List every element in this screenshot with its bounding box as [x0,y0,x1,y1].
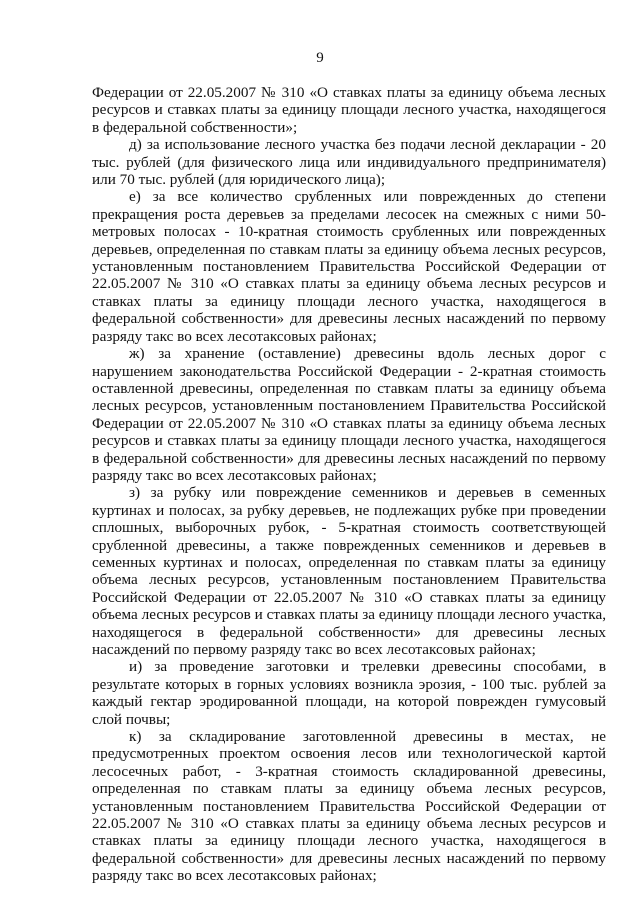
paragraph-item-z: з) за рубку или повреждение семенников и деревьев в семенных куртинах и полосах, за рубку деревьев, не подлежащих рубке при проведении сплошных, выборочных рубок, - 5-кратная стоимость соответствующей срубленной древесины, а также поврежденных семенников и деревьев в семенных куртинах и полосах, определенная по ставкам платы за единицу объема лесных ресурсов, установленным постановлением Правительства Российской Федерации от 22.05.2007 № 310 «О ставках платы за единицу объема лесных ресурсов и ставках платы за единицу площади лесного участка, находящегося в федеральной собственности» для древесины лесных насаждений по первому разряду такс во всех лесотаксовых районах; [92,484,606,658]
paragraph-item-e: е) за все количество срубленных или поврежденных до степени прекращения роста деревьев за пределами лесосек на смежных с ними 50-метровых полосах - 10-кратная стоимость срубленных или поврежденных деревьев, определенная по ставкам платы за единицу объема лесных ресурсов, установленным постановлением Правительства Российской Федерации от 22.05.2007 № 310 «О ставках платы за единицу объема лесных ресурсов и ставках платы за единицу площади лесного участка, находящегося в федеральной собственности» для древесины лесных насаждений по первому разряду такс во всех лесотаксовых районах; [92,188,606,345]
paragraph-item-i: и) за проведение заготовки и трелевки древесины способами, в результате которых в горных условиях возникла эрозия, - 100 тыс. рублей за каждый гектар эродированной площади, на которой поврежден гумусовый слой почвы; [92,658,606,728]
paragraph-item-k: к) за складирование заготовленной древесины в местах, не предусмотренных проектом освоения лесов или технологической картой лесосечных работ, - 3-кратная стоимость складированной древесины, определенная по ставкам платы за единицу объема лесных ресурсов, установленным постановлением Правительства Российской Федерации от 22.05.2007 № 310 «О ставках платы за единицу объема лесных ресурсов и ставках платы за единицу площади лесного участка, находящегося в федеральной собственности» для древесины лесных насаждений по первому разряду такс во всех лесотаксовых районах; [92,728,606,885]
paragraph-item-d: д) за использование лесного участка без подачи лесной декларации - 20 тыс. рублей (для физического лица или индивидуального предпринимателя) или 70 тыс. рублей (для юридического лица); [92,136,606,189]
paragraph-continuation: Федерации от 22.05.2007 № 310 «О ставках платы за единицу объема лесных ресурсов и ставках платы за единицу площади лесного участка, находящегося в федеральной собственности»; [92,84,606,136]
document-body [92,84,606,885]
page-number: 9 [316,50,324,66]
paragraph-item-zh: ж) за хранение (оставление) древесины вдоль лесных дорог с нарушением законодательства Российской Федерации - 2-кратная стоимость оставленной древесины, определенная по ставкам платы за единицу объема лесных ресурсов, установленным постановлением Правительства Российской Федерации от 22.05.2007 № 310 «О ставках платы за единицу объема лесных ресурсов и ставках платы за единицу площади лесного участка, находящегося в федеральной собственности» для древесины лесных насаждений по первому разряду такс во всех лесотаксовых районах; [92,345,606,484]
